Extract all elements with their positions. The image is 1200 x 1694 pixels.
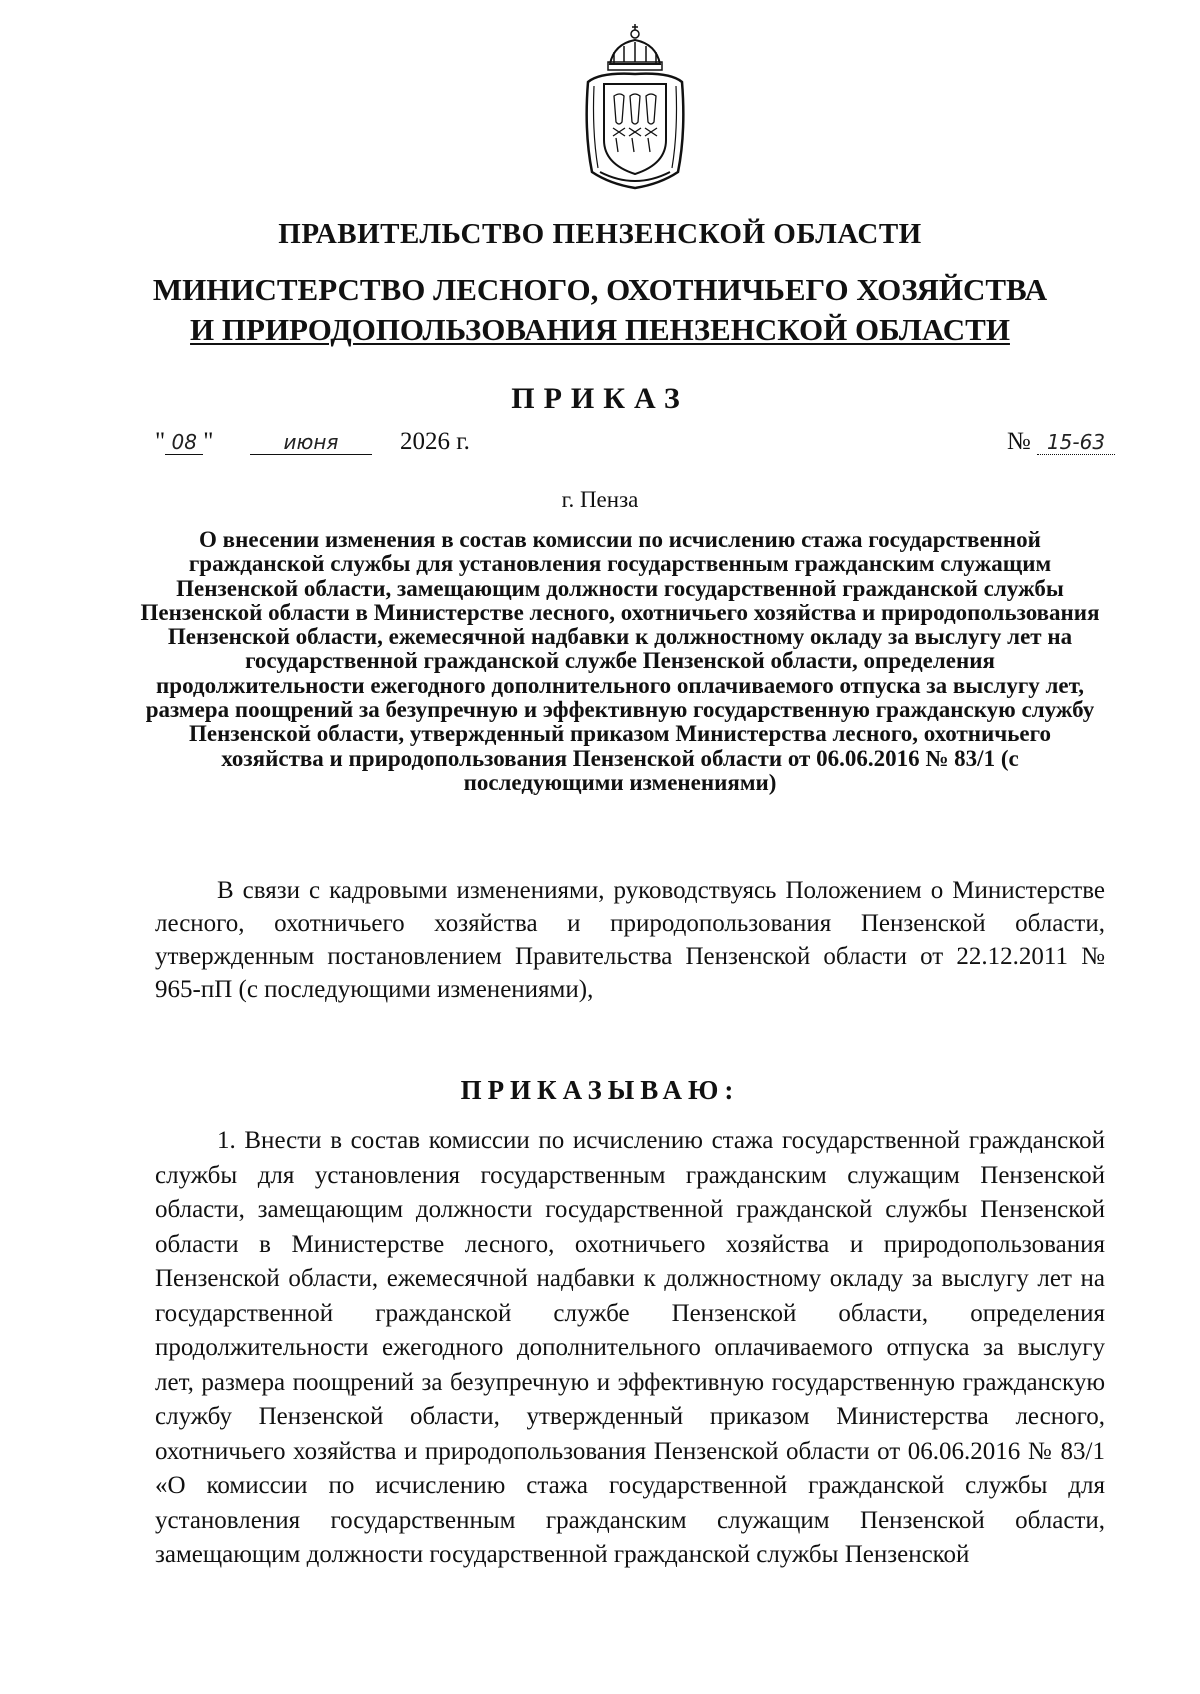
- order-item-1: 1. Внести в состав комиссии по исчислению стажа государственной гражданской службы для установления государственным гражданским служащим Пензенской области, замещающим должности государственной гражданской службы Пензенской области в Министерстве лесного, охотничьего хозяйства и природопользования Пензенской области, ежемесячной надбавки к должностному окладу за выслугу лет на государственной гражданской службе Пензенской области, определения продолжительности ежегодного дополнительного оплачиваемого отпуска за выслугу лет, размера поощрений за безупречную и эффективную государственную гражданскую службу Пензенской области, утвержденный приказом Министерства лесного, охотничьего хозяйства и природопользования Пензенской области от 06.06.2016 № 83/1 «О комиссии по исчислению стажа государственной гражданской службы для установления государственным гражданским служащим Пензенской области, замещающим должности государственной гражданской службы Пензенской: [155, 1127, 1105, 1568]
- number-prefix: №: [1006, 428, 1031, 455]
- preamble-paragraph: В связи с кадровыми изменениями, руководствуясь Положением о Министерстве лесного, охотничьего хозяйства и природопользования Пензенской области, утвержденным постановлением Правительства Пензенской области от 22.12.2011 № 965-пП (с последующими изменениями),: [155, 877, 1105, 1003]
- date-day-field: [155, 428, 213, 456]
- date-year: 2026 г.: [400, 428, 470, 455]
- document-subject: О внесении изменения в состав комиссии по исчислению стажа государственной гражданской службы для установления государственным гражданским служащим Пензенской области, замещающим должности государственной гражданской службы Пензенской области в Министерстве лесного, охотничьего хозяйства и природопользования Пензенской области, ежемесячной надбавки к должностному окладу за выслугу лет на государственной гражданской службе Пензенской области, определения продолжительности ежегодного дополнительного оплачиваемого отпуска за выслугу лет, размера поощрений за безупречную и эффективную государственную гражданскую службу Пензенской области, утвержденный приказом Министерства лесного, охотничьего хозяйства и природопользования Пензенской области от 06.06.2016 № 83/1 (с последующими изменениями): [140, 527, 1100, 795]
- date-month-field: [250, 428, 372, 456]
- order-heading: ПРИКАЗЫВАЮ:: [460, 1075, 740, 1105]
- document-number-field: [1007, 428, 1115, 456]
- coat-of-arms-icon: [580, 22, 690, 192]
- date-month-value: июня: [250, 430, 372, 455]
- ministry-heading: [0, 270, 1200, 350]
- ministry-heading-line-2: И ПРИРОДОПОЛЬЗОВАНИЯ ПЕНЗЕНСКОЙ ОБЛАСТИ: [190, 312, 1010, 347]
- document-type: ПРИКАЗ: [511, 382, 689, 415]
- quote-open: ": [155, 428, 166, 455]
- city: г. Пенза: [561, 487, 639, 512]
- government-heading: ПРАВИТЕЛЬСТВО ПЕНЗЕНСКОЙ ОБЛАСТИ: [278, 218, 922, 250]
- quote-close: ": [203, 428, 214, 455]
- ministry-heading-line-1: МИНИСТЕРСТВО ЛЕСНОГО, ОХОТНИЧЬЕГО ХОЗЯЙСТВА: [152, 272, 1048, 307]
- date-day-value: 08: [165, 430, 203, 455]
- date-number-line: [155, 428, 1115, 468]
- document-number-value: 15-63: [1037, 430, 1115, 455]
